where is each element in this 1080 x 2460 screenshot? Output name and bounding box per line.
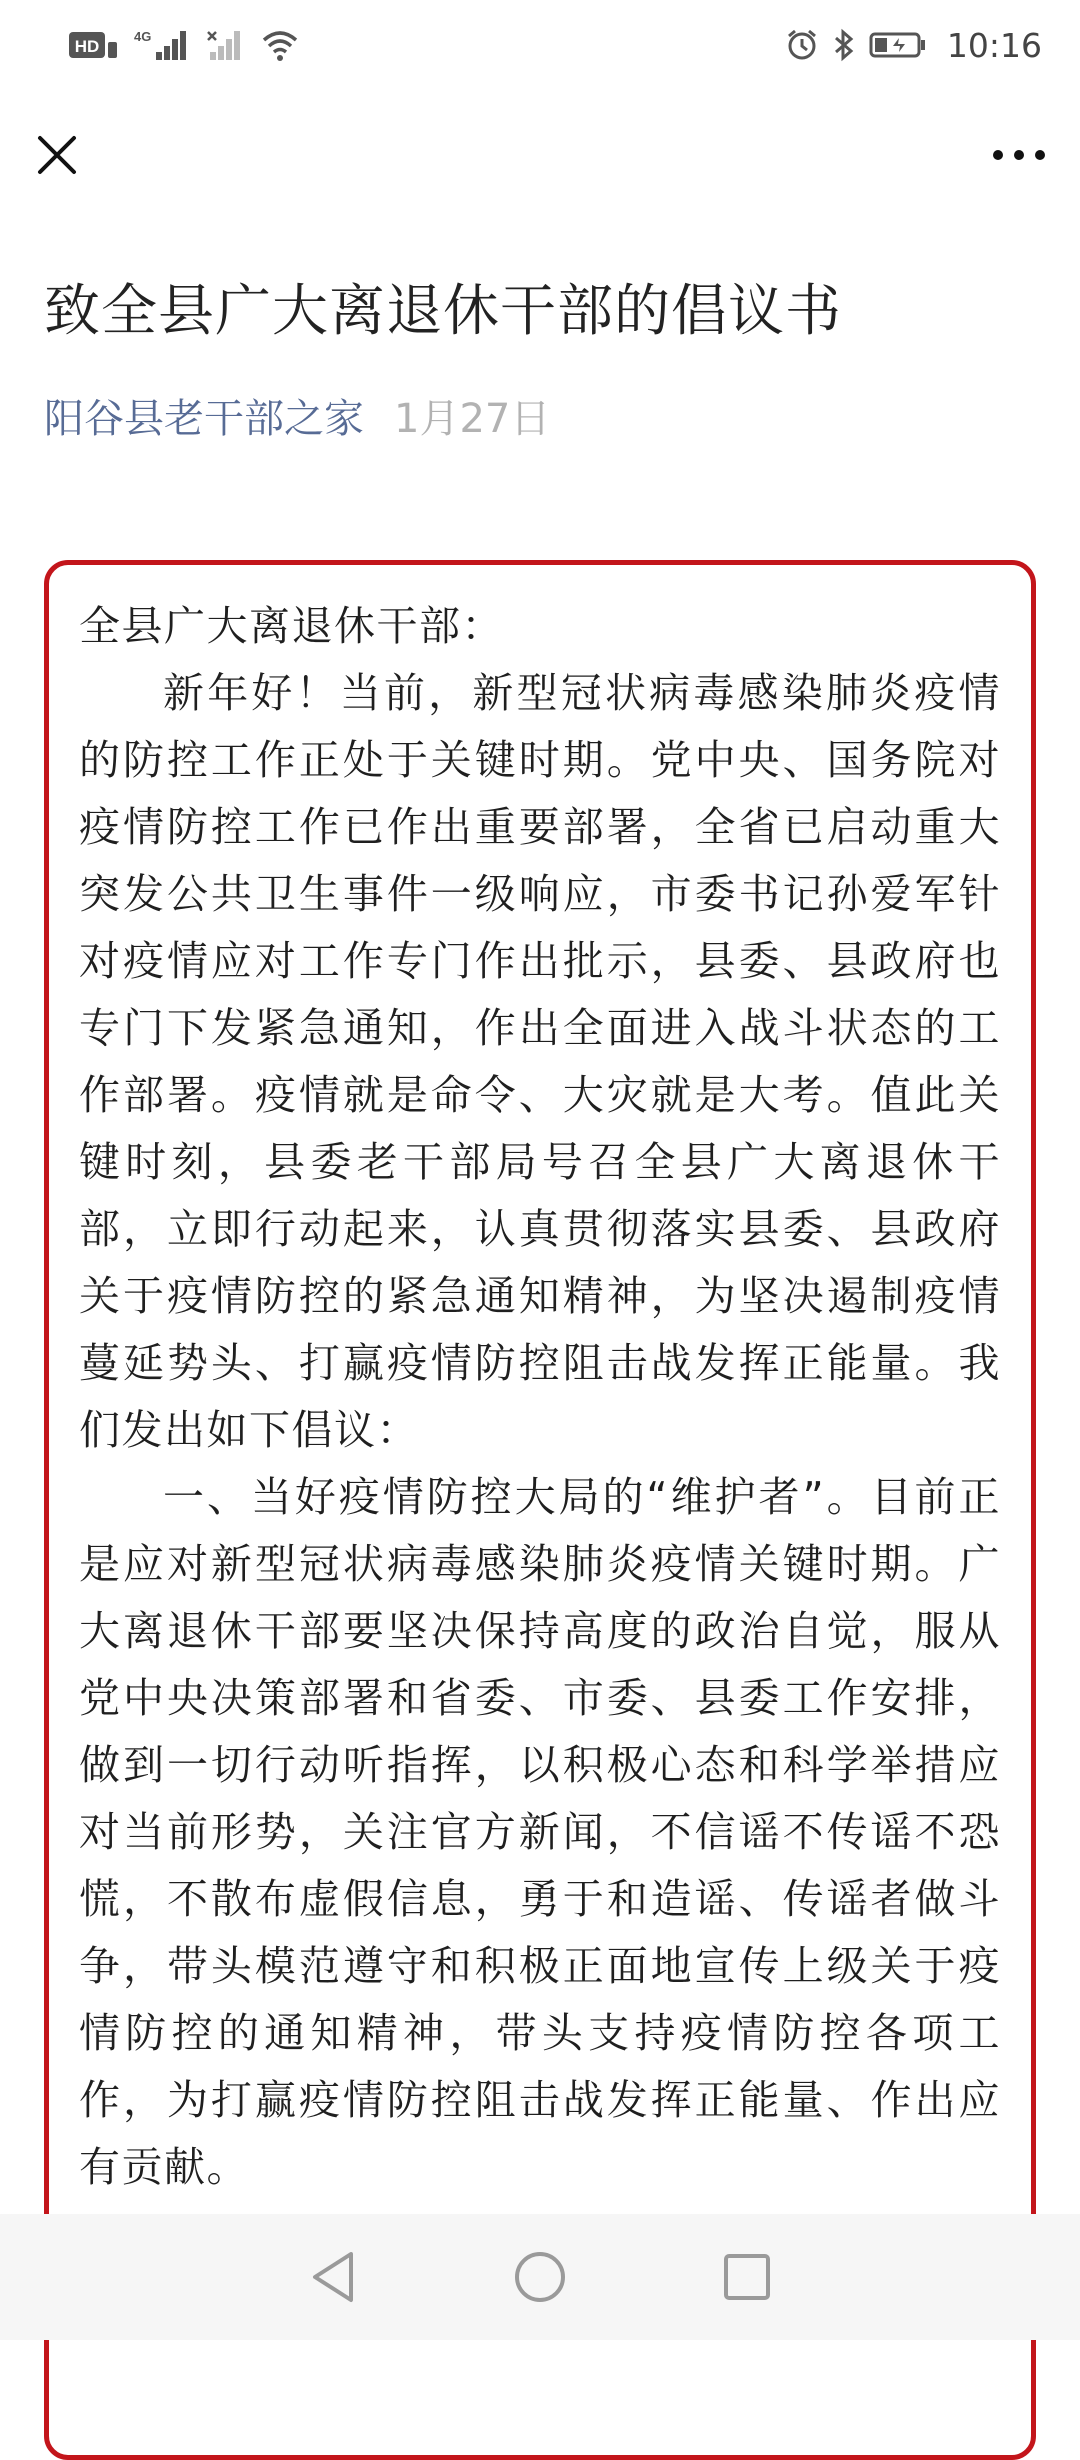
status-right (785, 26, 1042, 65)
close-icon (37, 135, 77, 175)
home-icon (512, 2249, 568, 2305)
signal-icon (134, 28, 192, 62)
salutation: 全县广大离退休干部： (79, 602, 504, 650)
back-icon (307, 2249, 359, 2305)
wifi-icon (260, 28, 300, 62)
status-time: 10:16 (946, 25, 1042, 65)
home-button[interactable] (500, 2237, 580, 2317)
publish-date: 1月27日 (394, 395, 551, 442)
system-nav-bar (0, 2214, 1080, 2340)
top-bar (0, 110, 1080, 200)
recents-icon (722, 2252, 772, 2302)
article-title: 致全县广大离退休干部的倡议书 (44, 279, 842, 344)
back-button[interactable] (293, 2237, 373, 2317)
content-box (44, 560, 1036, 2460)
recents-button[interactable] (707, 2237, 787, 2317)
hd-icon (68, 30, 120, 60)
no-signal-icon (206, 28, 246, 62)
more-button[interactable] (984, 128, 1054, 182)
more-icon (991, 148, 1047, 162)
hd-label: HD (74, 37, 100, 56)
paragraph-point-one: 一、当好疫情防控大局的“维护者”。目前正是应对新型冠状病毒感染肺炎疫情关键时期。广大离退休干部要坚决保持高度的政治自觉，服从党中央决策部署和省委、市委、县委工作安排，做到一切行动听指挥，以积极心态和科学举措应对当前形势，关注官方新闻，不信谣不传谣不恐慌，不散布虚假信息，勇于和造谣、传谣者做斗争，带头模范遵守和积极正面地宣传上级关于疫情防控的通知精神，带头支持疫情防控各项工作，为打赢疫情防控阻击战发挥正能量、作出应有贡献。 (79, 1473, 1001, 2191)
status-bar (0, 0, 1080, 90)
battery-icon (869, 30, 927, 60)
bluetooth-icon (833, 28, 855, 62)
alarm-icon (785, 28, 819, 62)
account-name-link[interactable]: 阳谷县老干部之家 (44, 395, 364, 442)
close-button[interactable] (30, 128, 84, 182)
status-left (68, 28, 300, 62)
paragraph-intro: 新年好！当前，新型冠状病毒感染肺炎疫情的防控工作正处于关键时期。党中央、国务院对疫情防控工作已作出重要部署，全省已启动重大突发公共卫生事件一级响应，市委书记孙爱军针对疫情应对工作专门作出批示，县委、县政府也专门下发紧急通知，作出全面进入战斗状态的工作部署。疫情就是命令、大灾就是大考。值此关键时刻，县委老干部局号召全县广大离退休干部，立即行动起来，认真贯彻落实县委、县政府关于疫情防控的紧急通知精神，为坚决遏制疫情蔓延势头、打赢疫情防控阻击战发挥正能量。我们发出如下倡议： (79, 669, 1001, 1454)
network-label: 4G (134, 29, 152, 44)
article-meta (44, 390, 550, 440)
